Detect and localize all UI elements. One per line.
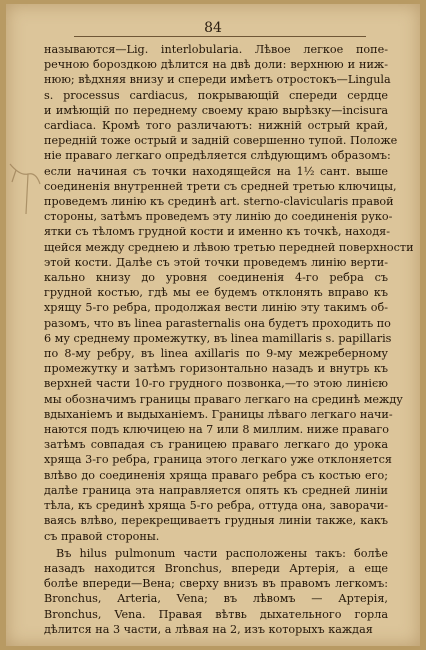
text-line: нюю; вѣдхняя внизу и спереди имѣетъ отростокъ—Lingula [44,73,391,87]
ink-bleed-mark [6,124,44,244]
text-line: хряща 3-го ребра, граница этого легкаго уже отклоняется [44,453,392,467]
text-line: передній тоже острый и задній совершенно тупой. Положе [44,134,398,148]
text-line: 6 му среднему промежутку, въ linea mamillaris s. papillaris [44,331,392,345]
text-line: назадъ находится Bronchus, впереди Артерія, а еще [44,561,388,575]
text-line: мы обозначимъ границы праваго легкаго на срединѣ между [44,392,403,406]
text-line: если начиная съ точки находящейся на 1½ сант. выше [44,164,388,178]
text-line: кально книзу до уровня соединенія 4-го ребра съ [44,271,388,285]
text-line: соединенія внутренней трети съ средней третью ключицы, [44,179,397,193]
text-line: стороны, затѣмъ проведемъ эту линію до соединенія руко- [44,210,393,224]
text-line: болѣе впереди—Вена; сверху внизъ въ правомъ легкомъ: [44,577,388,591]
text-line: s. processus cardiacus, покрывающій спереди сердце [44,88,388,102]
text-line: разомъ, что въ linea parasternalis она будетъ проходить по [44,316,391,330]
text-line: влѣво до соединенія хряща праваго ребра съ костью его; [44,468,388,482]
text-line: Bronchus, Arteria, Vena; въ лѣвомъ — Артерія, [44,592,388,606]
text-line: ваясь влѣво, перекрещиваетъ грудныя линіи также, какъ [44,514,388,528]
text-line: грудной костью, гдѣ мы ее будемъ отклонять вправо къ [44,286,388,300]
body-text [44,42,414,637]
text-line: щейся между среднею и лѣвою третью передней поверхности [44,240,414,254]
text-line: этой кости. Далѣе съ этой точки проведемъ линію верти- [44,255,388,269]
page-number: 84 [204,20,222,36]
text-line: Въ hilus pulmonum части расположены такъ: болѣе [56,546,388,560]
text-line: дѣлится на 3 части, а лѣвая на 2, изъ которыхъ каждая [44,622,373,636]
text-line: называются—Lig. interlobularia. Лѣвое легкое попе- [44,43,388,56]
text-line: по 8-му ребру, въ linea axillaris по 9-му межреберному [44,347,388,361]
text-line: затѣмъ совпадая съ границею праваго легкаго до урока [44,438,388,452]
text-line: промежутку и затѣмъ горизонтально назадъ и внутрь къ [44,362,388,376]
text-line: речною бороздкою дѣлится на двѣ доли: верхнюю и ниж- [44,58,388,72]
header-rule [74,36,366,37]
paragraph [44,42,414,544]
text-line: вдыханіемъ и выдыханіемъ. Границы лѣваго легкаго начи- [44,407,393,421]
text-line: тѣла, къ срединѣ хряща 5-го ребра, оттуда она, заворачи- [44,499,388,513]
text-line: съ правой стороны. [44,529,160,543]
text-line: и имѣющій по переднему своему краю вырѣзку—incisura [44,103,388,117]
book-page [6,4,420,646]
text-line: хрящу 5-го ребра, продолжая вести линію эту такимъ об- [44,301,388,315]
text-line: ніе праваго легкаго опредѣляется слѣдующимъ образомъ: [44,149,391,163]
text-line: далѣе граница эта направляется опять къ средней линіи [44,483,388,497]
text-line: ятки съ тѣломъ грудной кости и именно къ точкѣ, находя- [44,225,390,239]
text-line: cardiaca. Кромѣ того различаютъ: нижній острый край, [44,119,388,133]
text-line: проведемъ линію къ срединѣ art. sterno-clavicularis правой [44,195,394,209]
paragraph [44,546,388,637]
text-line: Bronchus, Vena. Правая вѣтвь дыхательного горла [44,607,388,621]
text-line: наются подъ ключицею на 7 или 8 миллим. ниже праваго [44,423,389,437]
text-line: верхней части 10-го грудного позвонка,—то этою линією [44,377,388,391]
